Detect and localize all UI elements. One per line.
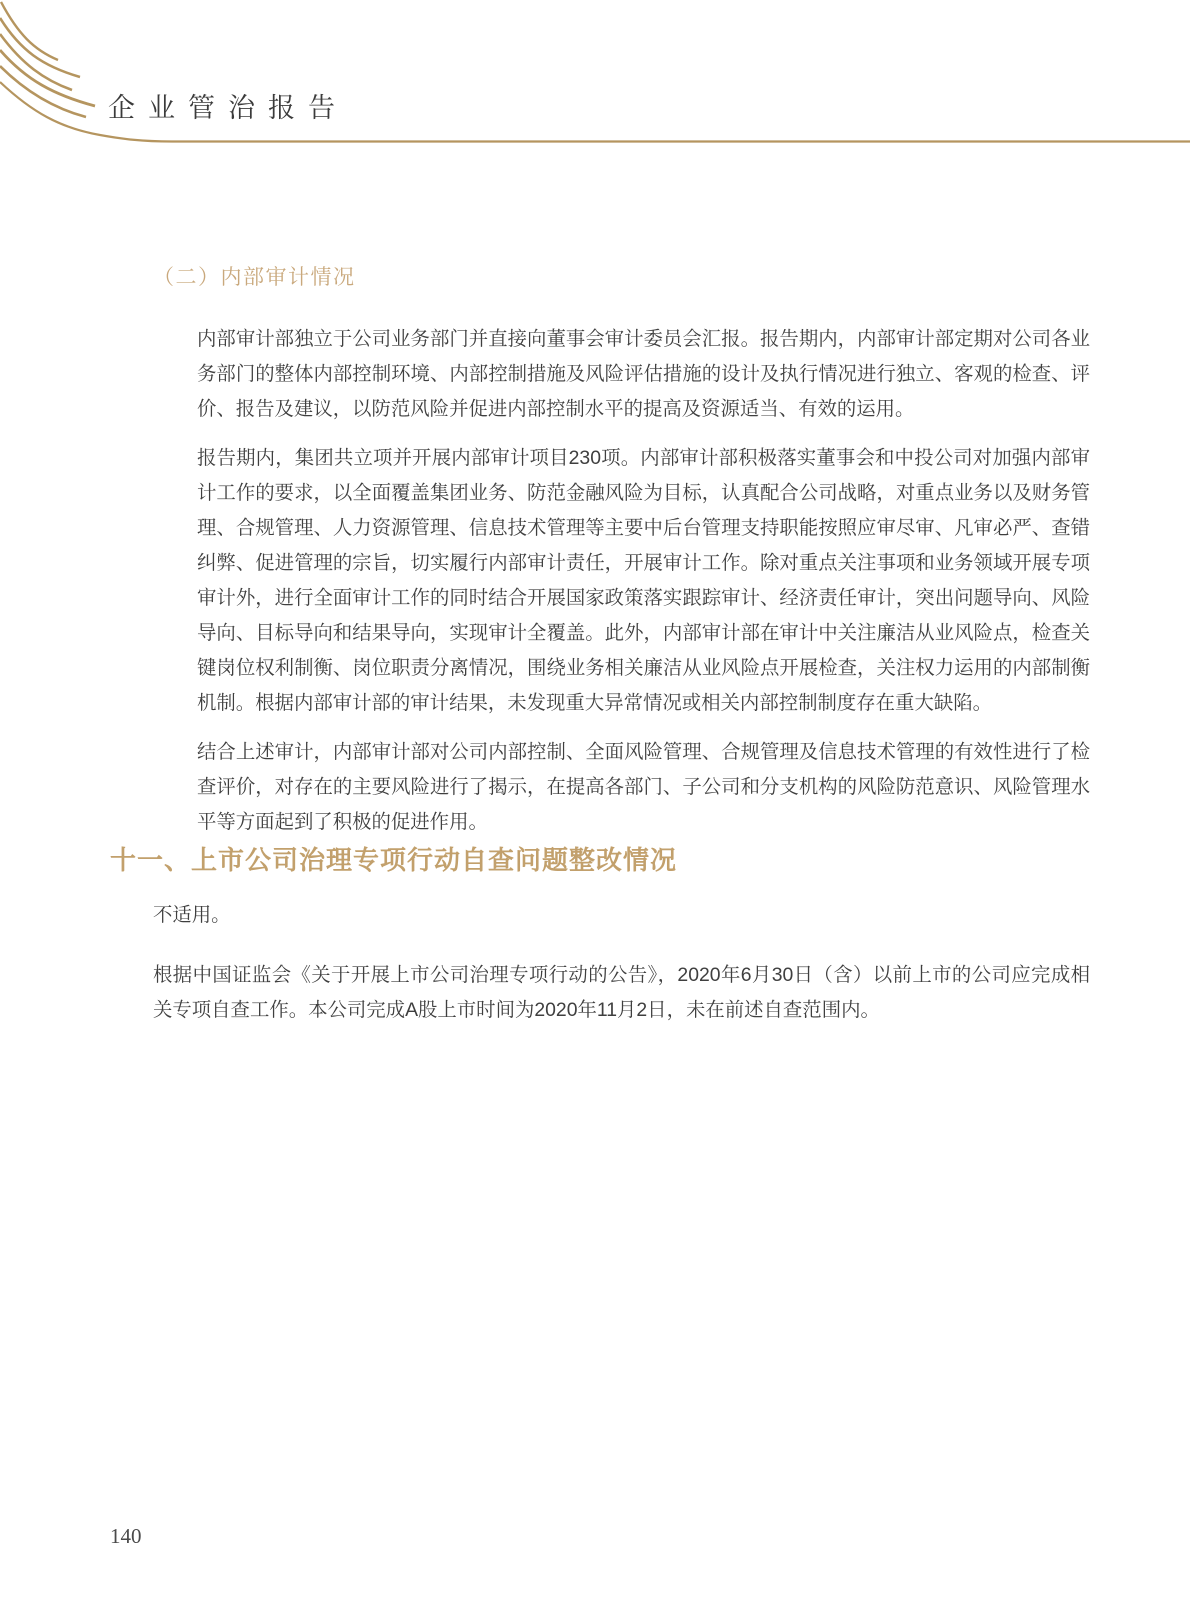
section-heading-special-action: 十一、上市公司治理专项行动自查问题整改情况 xyxy=(110,845,678,875)
section-heading-internal-audit: （二）内部审计情况 xyxy=(153,266,356,289)
page-header-title: 企业管治报告 xyxy=(108,93,348,123)
internal-audit-body xyxy=(197,322,1090,854)
page-number: 140 xyxy=(110,1524,142,1548)
paragraph-internal-audit-3: 结合上述审计，内部审计部对公司内部控制、全面风险管理、合规管理及信息技术管理的有效性进行了检查评价，对存在的主要风险进行了揭示，在提高各部门、子公司和分支机构的风险防范意识、风险管理水平等方面起到了积极的促进作用。 xyxy=(197,741,1090,833)
swoosh-decoration-icon xyxy=(0,0,1190,160)
paragraph-internal-audit-1: 内部审计部独立于公司业务部门并直接向董事会审计委员会汇报。报告期内，内部审计部定期对公司各业务部门的整体内部控制环境、内部控制措施及风险评估措施的设计及执行情况进行独立、客观的检查、评价、报告及建议，以防范风险并促进内部控制水平的提高及资源适当、有效的运用。 xyxy=(197,328,1090,420)
paragraph-internal-audit-2: 报告期内，集团共立项并开展内部审计项目230项。内部审计部积极落实董事会和中投公司对加强内部审计工作的要求，以全面覆盖集团业务、防范金融风险为目标，认真配合公司战略，对重点业务以及财务管理、合规管理、人力资源管理、信息技术管理等主要中后台管理支持职能按照应审尽审、凡审必严、查错纠弊、促进管理的宗旨，切实履行内部审计责任，开展审计工作。除对重点关注事项和业务领域开展专项审计外，进行全面审计工作的同时结合开展国家政策落实跟踪审计、经济责任审计，突出问题导向、风险导向、目标导向和结果导向，实现审计全覆盖。此外，内部审计部在审计中关注廉洁从业风险点，检查关键岗位权利制衡、岗位职责分离情况，围绕业务相关廉洁从业风险点开展检查，关注权力运用的内部制衡机制。根据内部审计部的审计结果，未发现重大异常情况或相关内部控制制度存在重大缺陷。 xyxy=(197,447,1090,714)
not-applicable-text: 不适用。 xyxy=(153,904,231,926)
paragraph-special-action-1: 根据中国证监会《关于开展上市公司治理专项行动的公告》，2020年6月30日（含）以前上市的公司应完成相关专项自查工作。本公司完成A股上市时间为2020年11月2日，未在前述自查范围内。 xyxy=(153,964,1090,1021)
